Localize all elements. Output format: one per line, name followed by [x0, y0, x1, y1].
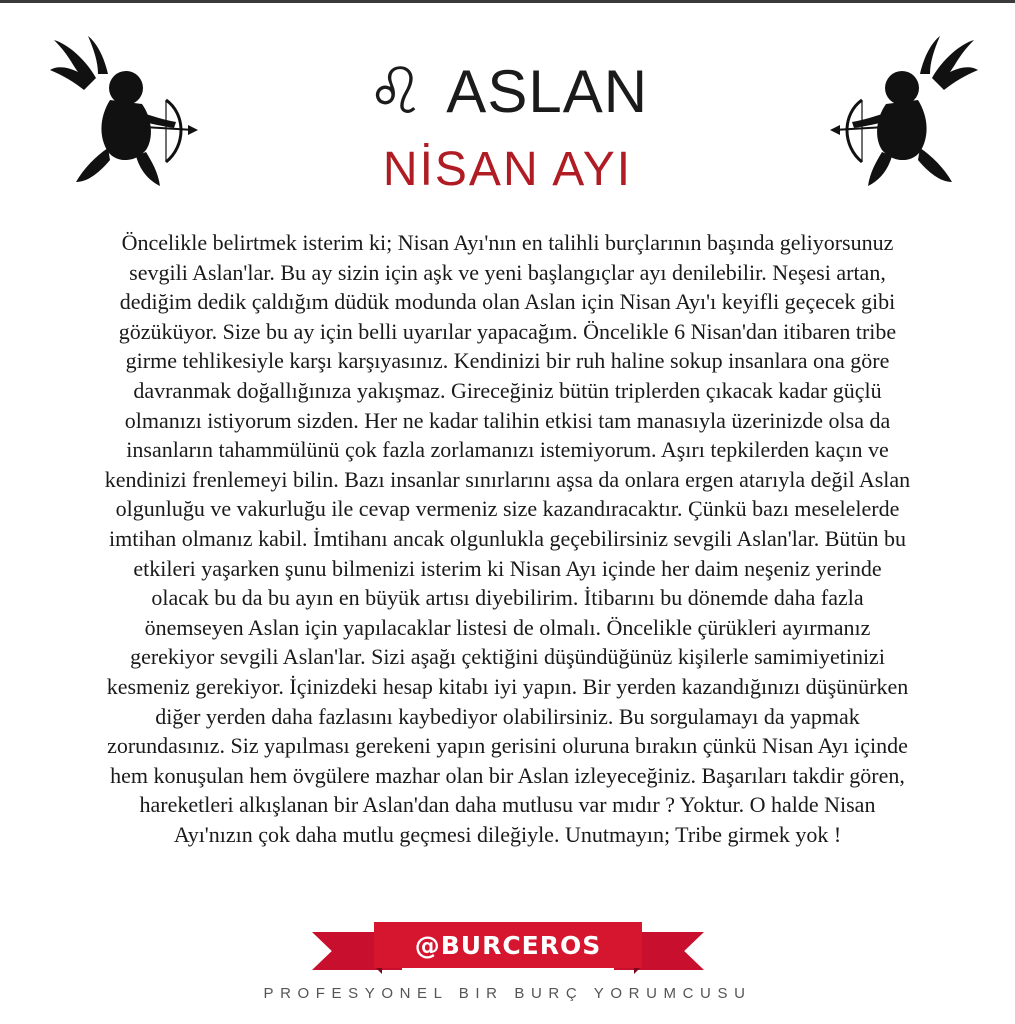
text-line: dediğim dedik çaldığım düdük modunda olan Aslan için Nisan Ayı'ı keyifli geçecek gibi: [119, 289, 896, 315]
banner-ribbon: [374, 922, 642, 968]
text-line: Öncelikle belirtmek isterim ki; Nisan Ayı'nın en talihli burçlarının başında geliyorsunuz: [121, 230, 894, 255]
text-line: kendinizi frenlemeyi bilin. Bazı insanlar sınırlarını aşsa da onlara ergen atarıyla değil Aslan: [104, 466, 911, 492]
tagline: PROFESYONEL BIR BURÇ YORUMCUSU: [263, 985, 752, 1002]
account-handle: @BURCEROS: [414, 930, 602, 960]
text-line: girme tehlikesiyle karşı karşıyasınız. Kendinizi bir ruh haline sokup insanlara ona göre: [125, 348, 890, 374]
sign-title-row: [250, 52, 765, 132]
text-line: olacak bu da bu ayın en büyük artısı diyebilirim. İtibarını bu dönemde daha fazla: [151, 585, 864, 611]
text-line: sevgili Aslan'lar. Bu ay sizin için aşk ve yeni başlangıçlar ayı denilebilir. Neşesi artan,: [129, 259, 886, 285]
text-line: etkileri yaşarken şunu bilmenizi isterim ki Nisan Ayı içinde her daim neşeniz yerinde: [133, 555, 882, 581]
text-line: olgunluğu ve vakurluğu ile cevap vermeniz size kazandıracaktır. Çünkü bazı meselelerde: [115, 496, 900, 522]
horoscope-text: [40, 228, 975, 849]
text-line: olmanızı istiyorum sizden. Her ne kadar talihin etkisi tam manasıyla üzerinizde olsa da: [124, 407, 891, 433]
leo-symbol-icon: ♌: [366, 55, 425, 129]
text-line: diğer yerden daha fazlasını kaybediyor olabilirsiniz. Bu sorgulamayı da yapmak: [155, 703, 860, 729]
text-line: hareketleri alkışlanan bir Aslan'dan daha mutlusu var mıdır ? Yoktur. O halde Nisan: [139, 792, 876, 818]
cupid-icon: [830, 30, 980, 190]
text-line: gözüküyor. Size bu ay için belli uyarılar yapacağım. Öncelikle 6 Nisan'dan itibaren tribe: [118, 318, 897, 344]
text-line: zorundasınız. Siz yapılması gerekeni yapın gerisini oluruna bırakın çünkü Nisan Ayı içinde: [107, 733, 908, 759]
text-line: gerekiyor sevgili Aslan'lar. Sizi aşağı çektiğini düşündüğünüz kişilerle samimiyetinizi: [130, 644, 885, 670]
text-line: insanların tahammülünü çok fazla zorlamanızı istemiyorum. Aşırı tepkilerden kaçın ve: [126, 437, 889, 463]
text-line: hem konuşulan hem övgülere mazhar olan bir Aslan izleyeceğiniz. Başarıları takdir gören,: [110, 762, 905, 788]
text-line: davranmak doğallığınıza yakışmaz. Gireceğiniz bütün triplerden çıkacak kadar güçlü: [133, 377, 882, 403]
text-line: kesmeniz gerekiyor. İçinizdeki hesap kitabı iyi yapın. Bir yerden kazandığınızı düşünürken: [106, 673, 909, 699]
cupid-icon: [48, 30, 198, 190]
sign-title: ASLAN: [446, 58, 649, 125]
text-line: imtihan olmanız kabil. İmtihanı ancak olgunlukla geçebilirsiniz sevgili Aslan'lar. Bütün bu: [108, 525, 907, 551]
handle-banner: [312, 918, 704, 980]
page-header: [250, 52, 765, 194]
month-title: NİSAN AYI: [382, 143, 633, 196]
top-border-line: [0, 0, 1015, 3]
text-line: Ayı'nızın çok daha mutlu geçmesi dileğiyle. Unutmayın; Tribe girmek yok !: [173, 821, 842, 847]
text-line: önemseyen Aslan için yapılacaklar listesi de olmalı. Öncelikle çürükleri ayırmanız: [144, 614, 871, 640]
